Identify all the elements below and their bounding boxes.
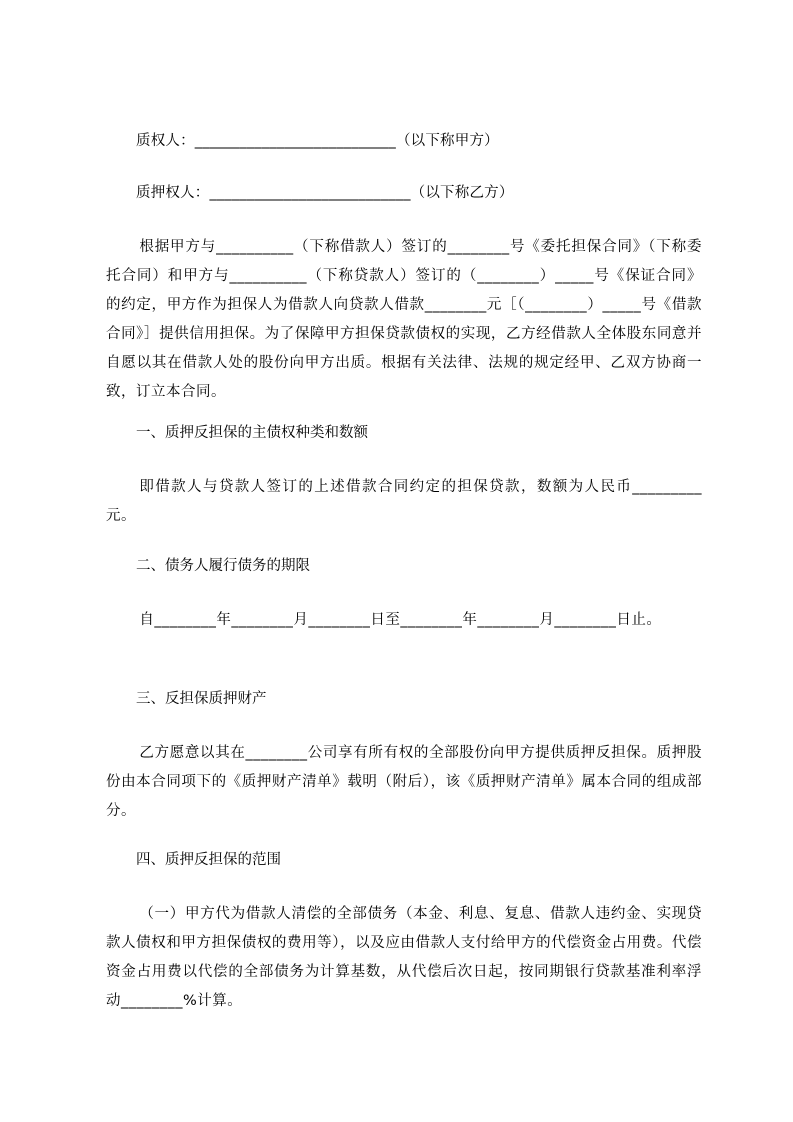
section-2-body: 自________年________月________日至________年________月________日止。	[139, 612, 662, 628]
section-4-heading: 四、质押反担保的范围	[136, 852, 281, 868]
section-2-heading: 二、债务人履行债务的期限	[136, 558, 310, 574]
section-4-body: （一）甲方代为借款人清偿的全部债务（本金、利息、复息、借款人违约金、实现贷款人债权和甲方担保债权的费用等），以及应由借款人支付给甲方的代偿资金占用费。代偿资金占用费以代偿的全部债务为计算基数，从代偿后次日起，按同期银行贷款基准利率浮动________%计算。	[106, 906, 702, 1009]
section-1-heading: 一、质押反担保的主债权种类和数额	[136, 425, 368, 441]
pledgor-line: 质权人：___________________________（以下称甲方）	[136, 133, 499, 149]
intro-paragraph: 根据甲方与__________（下称借款人）签订的________号《委托担保合同》（下称委托合同）和甲方与__________（下称贷款人）签订的（________）_____号《保证合同》的约定，甲方作为担保人为借款人向贷款人借款________元［（________）_____号《借款合同》］提供信用担保。为了保障甲方担保贷款债权的实现，乙方经借款人全体股东同意并自愿以其在借款人处的股份向甲方出质。根据有关法律、法规的规定经甲、乙双方协商一致，订立本合同。	[106, 239, 702, 400]
section-1-body: 即借款人与贷款人签订的上述借款合同约定的担保贷款，数额为人民币_________元。	[106, 479, 702, 524]
section-3-heading: 三、反担保质押财产	[136, 691, 267, 707]
section-3-body: 乙方愿意以其在________公司享有所有权的全部股份向甲方提供质押反担保。质押股份由本合同项下的《质押财产清单》载明（附后），该《质押财产清单》属本合同的组成部分。	[106, 745, 702, 819]
pledgee-line: 质押权人：___________________________（以下称乙方）	[136, 185, 514, 201]
